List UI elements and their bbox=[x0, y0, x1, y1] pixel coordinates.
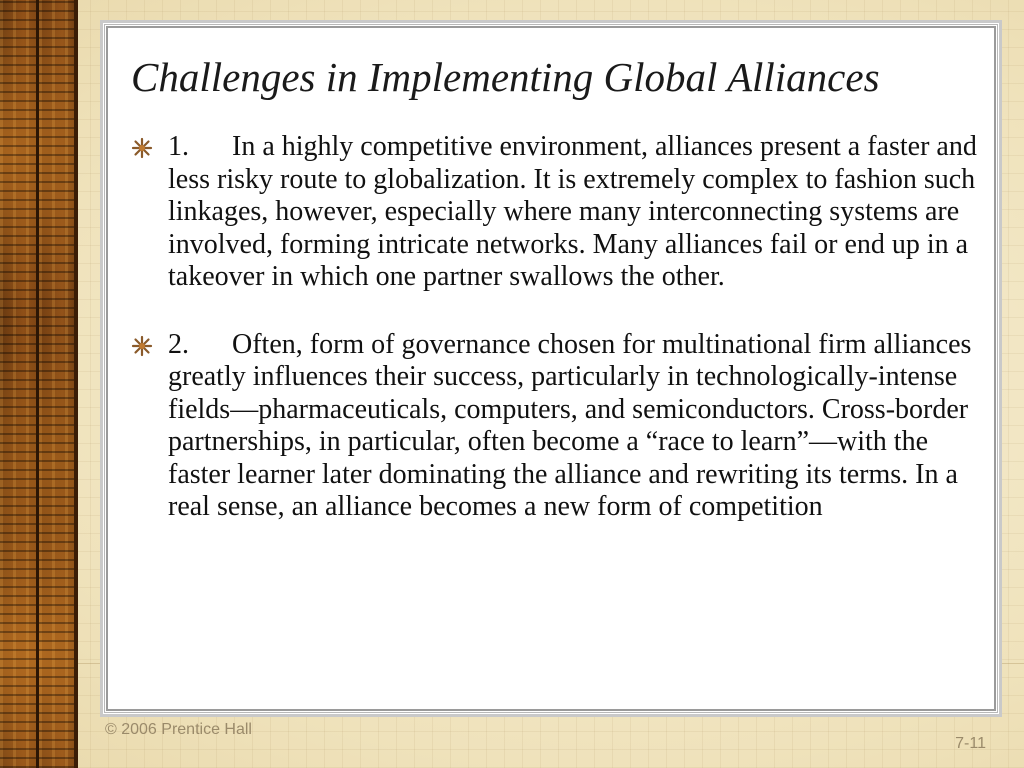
bullet-list bbox=[131, 131, 991, 559]
star-bullet-icon bbox=[131, 137, 153, 159]
bullet-body: In a highly competitive environment, alliances present a faster and less risky route to globalization. It is extremely complex to fashion such linkages, however, especially where many interconnecting systems are involved, forming intricate networks. Many alliances fail or end up in a takeover in which one partner swallows the other. bbox=[168, 131, 977, 292]
strip-edge-line bbox=[74, 0, 78, 768]
bullet-text bbox=[168, 131, 991, 294]
footer-copyright: © 2006 Prentice Hall bbox=[105, 721, 252, 738]
decorative-wood-strip bbox=[0, 0, 78, 768]
slide-title: Challenges in Implementing Global Alliances bbox=[131, 54, 880, 100]
bullet-item-2 bbox=[131, 329, 991, 524]
slide-number: 7-11 bbox=[955, 735, 986, 752]
bullet-body: Often, form of governance chosen for multinational firm alliances greatly influences their success, particularly in technologically-intense fields—pharmaceuticals, computers, and semiconductors. Cross-border partnerships, in particular, often become a “race to learn”—with the faster learner later dominating the alliance and rewriting its terms. In a real sense, an alliance becomes a new form of competition bbox=[168, 328, 972, 522]
bullet-number: 2. bbox=[168, 328, 189, 360]
bullet-number: 1. bbox=[168, 131, 189, 162]
star-bullet-icon bbox=[131, 335, 153, 357]
bullet-item-1 bbox=[131, 131, 991, 294]
bullet-text bbox=[168, 329, 991, 524]
strip-divider-line bbox=[36, 0, 39, 768]
